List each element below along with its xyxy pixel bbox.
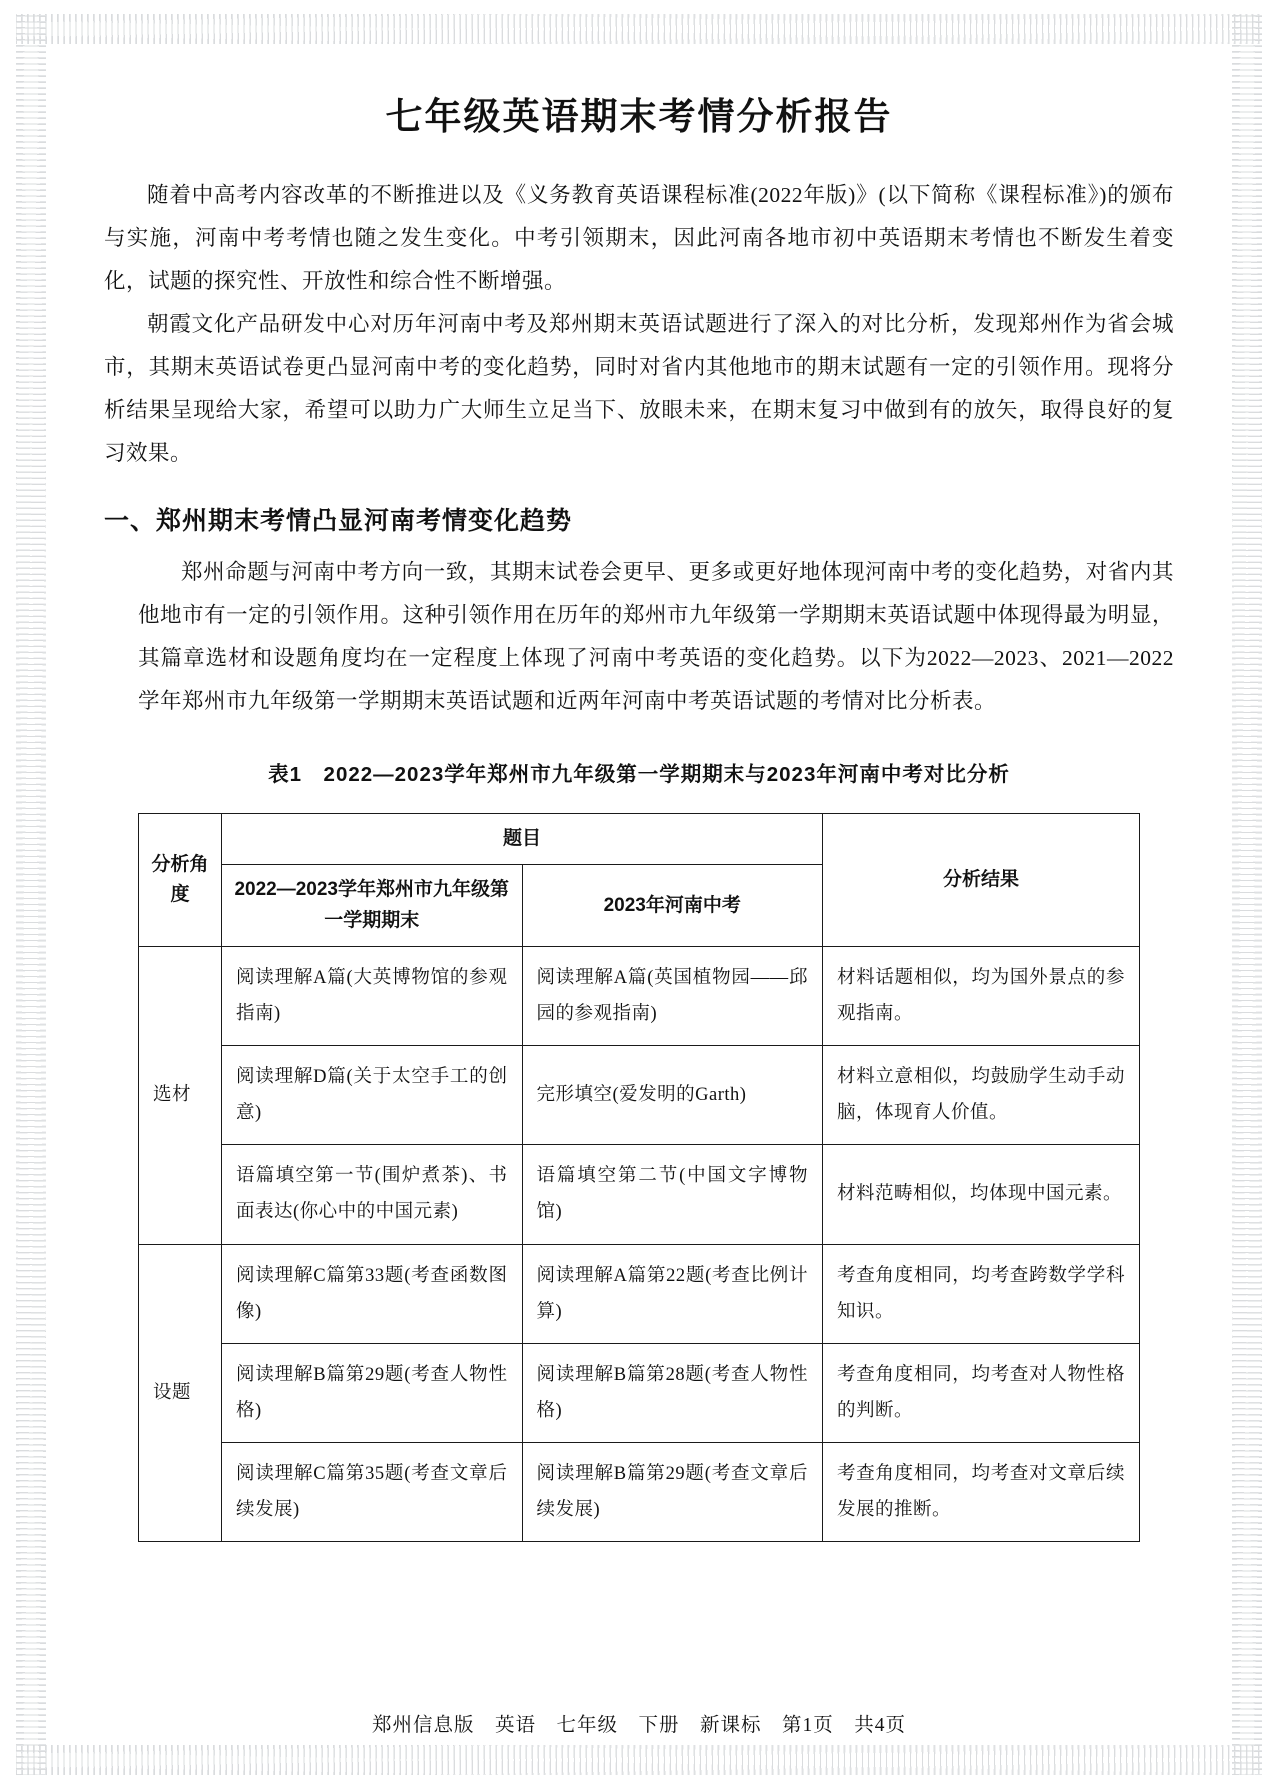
cell-final-term: 阅读理解B篇第29题(考查人物性格) [222,1343,523,1442]
section-one-heading: 一、郑州期末考情凸显河南考情变化趋势 [104,507,573,535]
cell-zhongkao: 阅读理解A篇(英国植物园——邱园的参观指南) [522,947,823,1046]
cell-zhongkao: 阅读理解B篇第28题(考查人物性格) [522,1343,823,1442]
cell-final-term: 语篇填空第一节(围炉煮茶)、书面表达(你心中的中国元素) [222,1145,523,1244]
comparison-table [138,813,1140,1542]
table-row [139,1442,1140,1541]
table-header-row-1 [139,814,1140,865]
page-footer: 郑州信息版 英语 七年级 下册 新课标 第1页 共4页 [371,1715,906,1736]
intro-paragraph-1: 随着中高考内容改革的不断推进以及《义务教育英语课程标准(2022年版)》(以下简称《课程标准》)的颁布与实施，河南中考考情也随之发生变化。中考引领期末，因此河南各地市初中英语期末考情也不断发生着变化，试题的探究性、开放性和综合性不断增强。 [104,183,1174,293]
table-caption: 表1 2022—2023学年郑州市九年级第一学期期末与2023年河南中考对比分析 [268,763,1010,786]
header-topic: 题目 [222,814,823,865]
decorative-border-bottom [16,1745,1262,1775]
cell-result: 材料范畴相似，均体现中国元素。 [823,1145,1140,1244]
cell-zhongkao: 阅读理解B篇第29题(考查文章后续发展) [522,1442,823,1541]
cell-zhongkao: 完形填空(爱发明的Garth) [522,1046,823,1145]
table-row [139,947,1140,1046]
cell-final-term: 阅读理解D篇(关于太空手工的创意) [222,1046,523,1145]
cell-final-term: 阅读理解C篇第33题(考查函数图像) [222,1244,523,1343]
cell-result: 考查角度相同，均考查对人物性格的判断。 [823,1343,1140,1442]
header-analysis-angle: 分析角度 [139,814,222,947]
header-analysis-result: 分析结果 [823,814,1140,947]
table-row [139,1343,1140,1442]
cell-final-term: 阅读理解C篇第35题(考查文章后续发展) [222,1442,523,1541]
table-row [139,1046,1140,1145]
cell-result: 考查角度相同，均考查对文章后续发展的推断。 [823,1442,1140,1541]
intro-paragraph-2: 朝霞文化产品研发中心对历年河南中考及郑州期末英语试题进行了深入的对比分析，发现郑州作为省会城市，其期末英语试卷更凸显河南中考的变化趋势，同时对省内其他地市的期末试题有一定的引领作用。现将分析结果呈现给大家，希望可以助力广大师生立足当下、放眼未来，在期末复习中做到有的放矢，取得良好的复习效果。 [104,312,1174,465]
table-row [139,1145,1140,1244]
cell-zhongkao: 语篇填空第二节(中国文字博物馆) [522,1145,823,1244]
cell-result: 材料立意相似，均鼓励学生动手动脑，体现育人价值。 [823,1046,1140,1145]
cell-final-term: 阅读理解A篇(大英博物馆的参观指南) [222,947,523,1046]
section-one-paragraph: 郑州命题与河南中考方向一致，其期末试卷会更早、更多或更好地体现河南中考的变化趋势，对省内其他地市有一定的引领作用。这种引领作用在历年的郑州市九年级第一学期期末英语试题中体现得最为明显，其篇章选材和设题角度均在一定程度上体现了河南中考英语的变化趋势。以下为2022—2023、2021—2022学年郑州市九年级第一学期期末英语试题和近两年河南中考英语试题的考情对比分析表。 [138,560,1174,713]
cell-result: 材料话题相似，均为国外景点的参观指南。 [823,947,1140,1046]
group-label-question-design: 设题 [139,1244,222,1541]
header-zhengzhou-final: 2022—2023学年郑州市九年级第一学期期末 [222,865,523,947]
page-title: 七年级英语期末考情分析报告 [385,96,893,137]
cell-zhongkao: 阅读理解A篇第22题(考查比例计算) [522,1244,823,1343]
table-row [139,1244,1140,1343]
group-label-material: 选材 [139,947,222,1244]
cell-result: 考查角度相同，均考查跨数学学科知识。 [823,1244,1140,1343]
header-henan-zhongkao: 2023年河南中考 [522,865,823,947]
